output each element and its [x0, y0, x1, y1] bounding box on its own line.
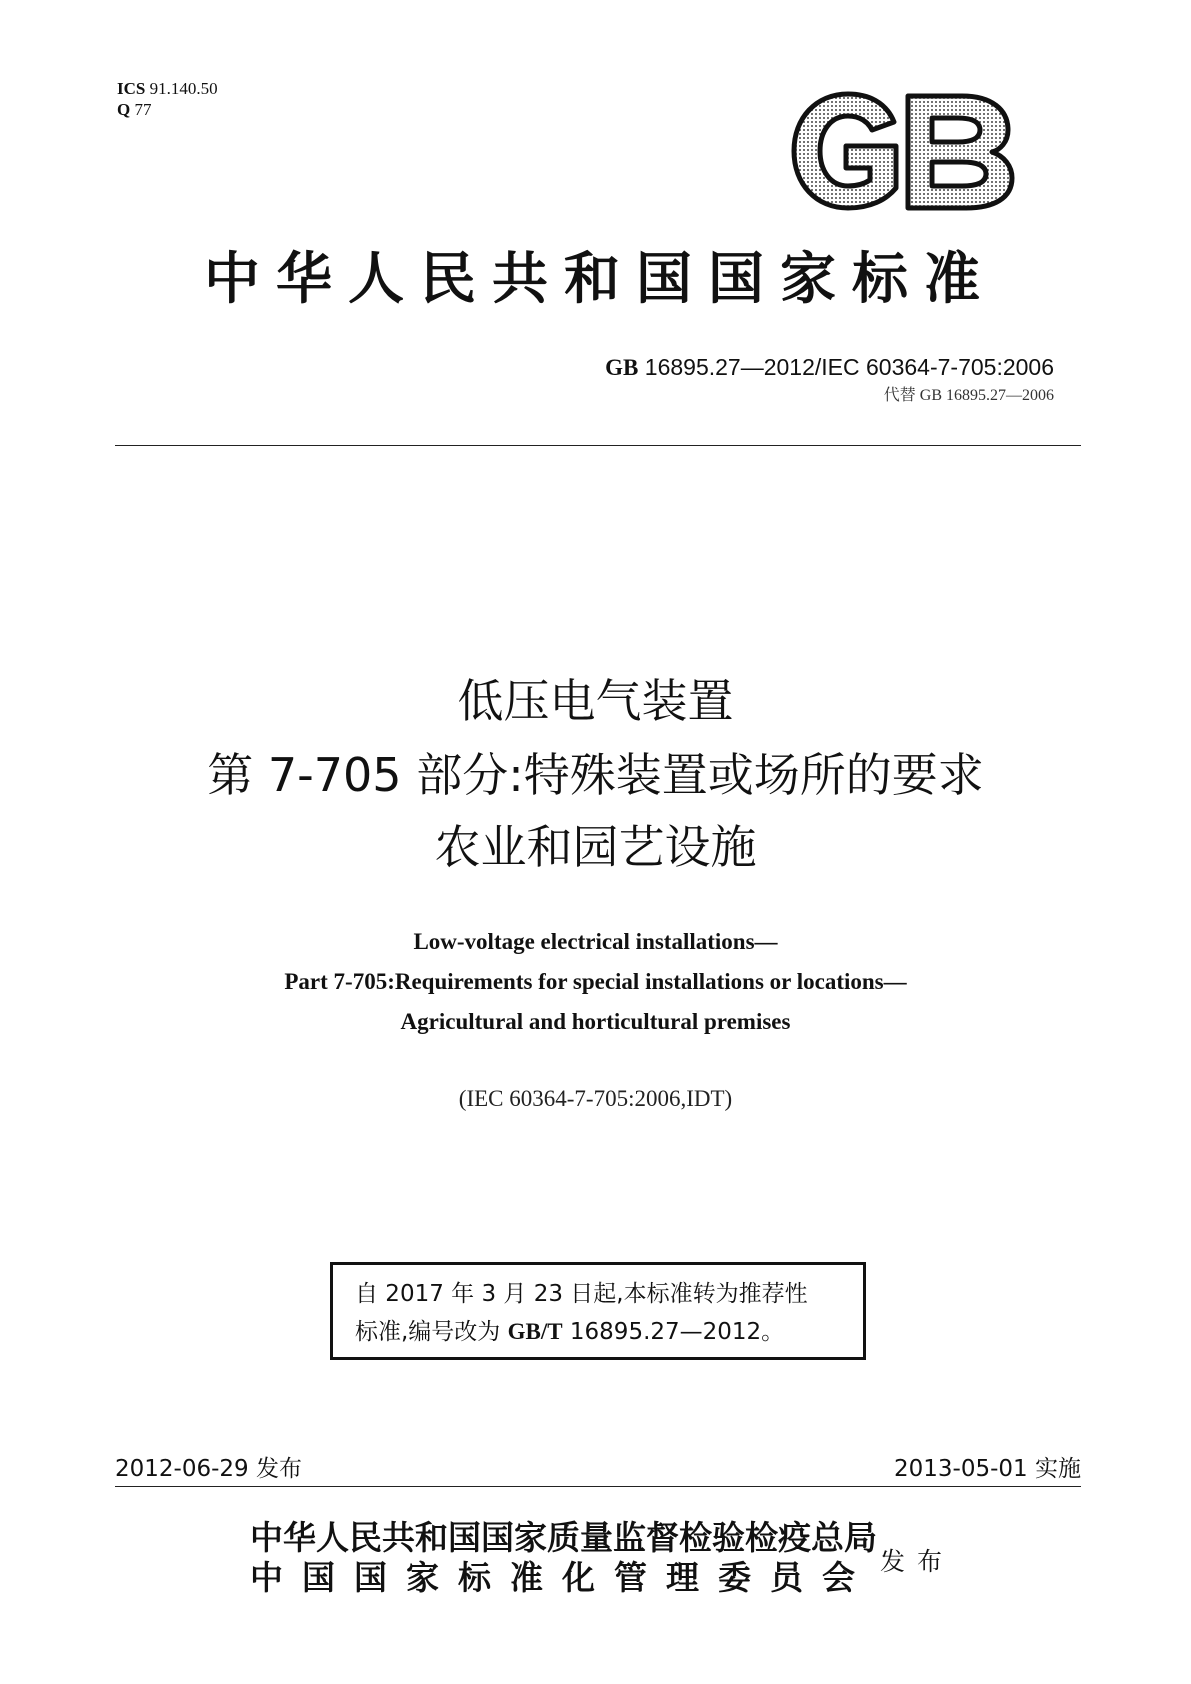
issue-date: 2012-06-29 发布	[115, 1456, 302, 1482]
ccs-code: 77	[134, 100, 152, 119]
notice-line2: 标准,编号改为 GB/T 16895.27—2012。	[355, 1319, 785, 1345]
ics-block	[117, 78, 218, 120]
replaces-standard: 代替 GB 16895.27—2006	[883, 387, 1054, 404]
ccs-line: Q 77	[117, 100, 152, 119]
national-standard-title: 中华人民共和国国家标准	[204, 247, 996, 312]
notice-box	[330, 1262, 866, 1360]
bottom-divider	[115, 1486, 1081, 1487]
title-en-line3: Agricultural and horticultural premises	[400, 1009, 791, 1034]
standard-number: GB 16895.27—2012/IEC 60364-7-705:2006	[605, 354, 1054, 380]
issuer-line2: 中国国家标准化管理委员会	[250, 1558, 874, 1597]
publish-label: 发布	[880, 1547, 955, 1576]
title-cn-line2: 第 7-705 部分:特殊装置或场所的要求	[207, 748, 984, 802]
gb-logo-icon	[786, 88, 1016, 214]
ics-code: 91.140.50	[149, 79, 218, 98]
title-en-line2: Part 7-705:Requirements for special installations or locations—	[284, 969, 907, 994]
title-cn-line1: 低压电气装置	[457, 674, 734, 728]
title-cn-line3: 农业和园艺设施	[434, 820, 757, 874]
equivalence-note: (IEC 60364-7-705:2006,IDT)	[458, 1086, 733, 1111]
implement-date: 2013-05-01 实施	[894, 1456, 1081, 1482]
top-divider	[115, 445, 1081, 446]
notice-line1: 自 2017 年 3 月 23 日起,本标准转为推荐性	[355, 1281, 808, 1307]
title-en-line1: Low-voltage electrical installations—	[413, 929, 778, 954]
ics-line: ICS 91.140.50	[117, 79, 218, 98]
issuer-line1: 中华人民共和国国家质量监督检验检疫总局	[250, 1518, 877, 1557]
